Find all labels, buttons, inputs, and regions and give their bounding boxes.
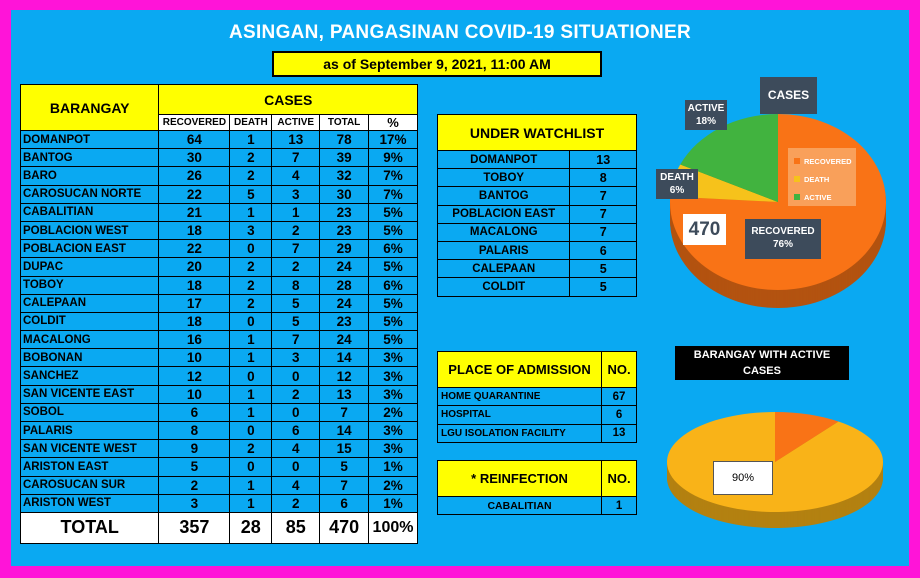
barangay-name: DUPAC: [21, 258, 159, 276]
table-row: [21, 131, 418, 149]
table-cell: 7: [272, 240, 320, 258]
table-cell: 13: [320, 385, 369, 403]
table-cell: 21: [159, 203, 230, 221]
table-cell: 64: [159, 131, 230, 149]
table-row: [21, 349, 418, 367]
barangay-name: POBLACION WEST: [21, 221, 159, 239]
table-cell: 0: [272, 403, 320, 421]
table-cell: 6%: [369, 276, 418, 294]
watchlist-count: 5: [570, 260, 637, 278]
watchlist-count: 13: [570, 151, 637, 169]
table-cell: 1: [230, 331, 272, 349]
watchlist-barangay: MACALONG: [438, 223, 570, 241]
barangay-name: SAN VICENTE EAST: [21, 385, 159, 403]
table-cell: 16: [159, 331, 230, 349]
table-cell: 18: [159, 312, 230, 330]
admission-count: 6: [602, 406, 637, 424]
watchlist-header: UNDER WATCHLIST: [438, 115, 637, 151]
table-row: [21, 149, 418, 167]
active-percent-callout: 90%: [713, 461, 773, 495]
table-cell: 6: [159, 403, 230, 421]
table-cell: 2: [230, 167, 272, 185]
table-cell: 2: [272, 258, 320, 276]
table-cell: 5%: [369, 294, 418, 312]
table-cell: 2: [230, 258, 272, 276]
barangay-name: MACALONG: [21, 331, 159, 349]
table-cell: 4: [272, 476, 320, 494]
table-cell: 17: [159, 294, 230, 312]
barangay-name: CABALITIAN: [21, 203, 159, 221]
table-cell: 5%: [369, 312, 418, 330]
table-cell: 2: [230, 294, 272, 312]
table-cell: 1: [230, 494, 272, 512]
table-cell: 0: [230, 458, 272, 476]
table-cell: 32: [320, 167, 369, 185]
active-barangay-chart-title: BARANGAY WITH ACTIVE CASES: [675, 346, 849, 380]
barangay-name: CAROSUCAN NORTE: [21, 185, 159, 203]
table-row: [21, 331, 418, 349]
table-cell: 5: [230, 185, 272, 203]
table-row: [21, 258, 418, 276]
table-row: [21, 476, 418, 494]
legend-item-death: DEATH: [794, 170, 856, 188]
admission-table: [437, 351, 637, 443]
watchlist-count: 7: [570, 187, 637, 205]
table-cell: 24: [320, 331, 369, 349]
table-cell: 13: [272, 131, 320, 149]
watchlist-count: 5: [570, 278, 637, 296]
table-cell: 22: [159, 185, 230, 203]
watchlist-barangay: BANTOG: [438, 187, 570, 205]
table-cell: 2%: [369, 476, 418, 494]
watchlist-barangay: COLDIT: [438, 278, 570, 296]
table-cell: 0: [230, 240, 272, 258]
barangay-name: ARISTON EAST: [21, 458, 159, 476]
table-cell: 9: [159, 440, 230, 458]
table-cell: 5%: [369, 258, 418, 276]
table-cell: 7: [320, 403, 369, 421]
total-cell: 470: [320, 512, 369, 543]
table-cell: 1: [230, 349, 272, 367]
legend-swatch-death: [794, 176, 800, 182]
cases-legend: [788, 148, 856, 206]
death-callout: DEATH 6%: [656, 169, 698, 199]
table-cell: 5%: [369, 203, 418, 221]
watchlist-barangay: PALARIS: [438, 241, 570, 259]
admission-place: HOSPITAL: [438, 406, 602, 424]
table-row: [21, 185, 418, 203]
table-cell: 7%: [369, 185, 418, 203]
table-cell: 0: [230, 312, 272, 330]
barangay-name: CAROSUCAN SUR: [21, 476, 159, 494]
table-cell: 26: [159, 167, 230, 185]
table-cell: 8: [159, 422, 230, 440]
admission-row: [438, 388, 637, 406]
watchlist-barangay: POBLACION EAST: [438, 205, 570, 223]
watchlist-row: [438, 151, 637, 169]
table-cell: 3%: [369, 385, 418, 403]
table-row: [21, 367, 418, 385]
total-cell: 100%: [369, 512, 418, 543]
table-cell: 8: [272, 276, 320, 294]
watchlist-count: 6: [570, 241, 637, 259]
table-cell: 29: [320, 240, 369, 258]
table-row: [21, 294, 418, 312]
table-cell: 17%: [369, 131, 418, 149]
admission-count: 67: [602, 388, 637, 406]
barangay-name: PALARIS: [21, 422, 159, 440]
table-cell: 3%: [369, 440, 418, 458]
table-cell: 2: [272, 494, 320, 512]
table-cell: 4: [272, 440, 320, 458]
table-cell: 18: [159, 221, 230, 239]
table-cell: 6: [272, 422, 320, 440]
table-cell: 1: [230, 385, 272, 403]
table-cell: 0: [272, 458, 320, 476]
table-cell: 5: [159, 458, 230, 476]
page-title: ASINGAN, PANGASINAN COVID-19 SITUATIONER: [228, 22, 692, 43]
table-row: [21, 203, 418, 221]
reinfection-table: [437, 460, 637, 515]
reinfection-barangay: CABALITIAN: [438, 497, 602, 515]
barangay-name: ARISTON WEST: [21, 494, 159, 512]
table-cell: 28: [320, 276, 369, 294]
barangay-name: COLDIT: [21, 312, 159, 330]
recovered-callout: RECOVERED 76%: [745, 219, 821, 259]
table-cell: 5: [272, 294, 320, 312]
total-row: [21, 512, 418, 543]
table-cell: 6: [320, 494, 369, 512]
barangay-name: SOBOL: [21, 403, 159, 421]
watchlist-table: [437, 114, 637, 297]
header-active: ACTIVE: [272, 115, 320, 131]
watchlist-count: 8: [570, 169, 637, 187]
table-cell: 23: [320, 203, 369, 221]
table-cell: 5%: [369, 221, 418, 239]
table-row: [21, 240, 418, 258]
table-cell: 2: [230, 440, 272, 458]
table-row: [21, 221, 418, 239]
page-subtitle: as of September 9, 2021, 11:00 AM: [272, 51, 602, 77]
barangay-cases-table: [20, 84, 418, 544]
reinfection-count: 1: [602, 497, 637, 515]
header-total: TOTAL: [320, 115, 369, 131]
table-cell: 3: [230, 221, 272, 239]
admission-row: [438, 424, 637, 442]
table-cell: 3%: [369, 349, 418, 367]
table-cell: 3%: [369, 367, 418, 385]
table-cell: 1: [230, 403, 272, 421]
table-cell: 30: [320, 185, 369, 203]
table-cell: 0: [230, 367, 272, 385]
table-cell: 0: [230, 422, 272, 440]
watchlist-count: 7: [570, 205, 637, 223]
header-barangay: BARANGAY: [21, 85, 159, 131]
watchlist-row: [438, 278, 637, 296]
table-cell: 2: [230, 149, 272, 167]
table-cell: 15: [320, 440, 369, 458]
table-cell: 18: [159, 276, 230, 294]
barangay-name: TOBOY: [21, 276, 159, 294]
total-cases-label: 470: [683, 214, 726, 245]
barangay-name: DOMANPOT: [21, 131, 159, 149]
reinfection-header: * REINFECTION: [438, 461, 602, 497]
table-cell: 9%: [369, 149, 418, 167]
table-cell: 22: [159, 240, 230, 258]
total-label: TOTAL: [21, 512, 159, 543]
admission-place: LGU ISOLATION FACILITY: [438, 424, 602, 442]
admission-count: 13: [602, 424, 637, 442]
table-cell: 7%: [369, 167, 418, 185]
table-cell: 2%: [369, 403, 418, 421]
table-cell: 2: [230, 276, 272, 294]
table-cell: 5%: [369, 331, 418, 349]
table-row: [21, 440, 418, 458]
table-cell: 3%: [369, 422, 418, 440]
table-cell: 39: [320, 149, 369, 167]
table-cell: 1: [272, 203, 320, 221]
header-recovered: RECOVERED: [159, 115, 230, 131]
table-cell: 12: [159, 367, 230, 385]
table-cell: 30: [159, 149, 230, 167]
total-cell: 28: [230, 512, 272, 543]
reinfection-row: [438, 497, 637, 515]
table-cell: 7: [272, 331, 320, 349]
barangay-name: BARO: [21, 167, 159, 185]
table-cell: 20: [159, 258, 230, 276]
barangay-name: CALEPAAN: [21, 294, 159, 312]
table-cell: 10: [159, 349, 230, 367]
table-cell: 1%: [369, 494, 418, 512]
pie-slice-active-barangays: [667, 412, 883, 512]
barangay-name: SANCHEZ: [21, 367, 159, 385]
table-cell: 2: [159, 476, 230, 494]
table-cell: 3: [272, 185, 320, 203]
table-cell: 4: [272, 167, 320, 185]
active-callout: ACTIVE 18%: [685, 100, 727, 130]
barangay-name: POBLACION EAST: [21, 240, 159, 258]
header-death: DEATH: [230, 115, 272, 131]
watchlist-barangay: DOMANPOT: [438, 151, 570, 169]
watchlist-row: [438, 187, 637, 205]
admission-header-no: NO.: [602, 352, 637, 388]
table-cell: 3: [159, 494, 230, 512]
table-cell: 10: [159, 385, 230, 403]
watchlist-row: [438, 169, 637, 187]
table-row: [21, 167, 418, 185]
table-cell: 1: [230, 203, 272, 221]
table-cell: 24: [320, 294, 369, 312]
admission-row: [438, 406, 637, 424]
table-row: [21, 422, 418, 440]
table-cell: 1: [230, 476, 272, 494]
header-cases: CASES: [159, 85, 418, 115]
table-row: [21, 403, 418, 421]
legend-item-recovered: RECOVERED: [794, 152, 856, 170]
admission-header: PLACE OF ADMISSION: [438, 352, 602, 388]
watchlist-row: [438, 223, 637, 241]
table-cell: 14: [320, 422, 369, 440]
table-cell: 6%: [369, 240, 418, 258]
reinfection-header-no: NO.: [602, 461, 637, 497]
table-cell: 12: [320, 367, 369, 385]
watchlist-row: [438, 205, 637, 223]
table-cell: 7: [320, 476, 369, 494]
table-cell: 23: [320, 221, 369, 239]
table-cell: 78: [320, 131, 369, 149]
table-cell: 5: [320, 458, 369, 476]
table-cell: 23: [320, 312, 369, 330]
table-cell: 5: [272, 312, 320, 330]
admission-place: HOME QUARANTINE: [438, 388, 602, 406]
table-row: [21, 494, 418, 512]
legend-item-active: ACTIVE: [794, 188, 856, 206]
table-cell: 0: [272, 367, 320, 385]
table-cell: 3: [272, 349, 320, 367]
table-cell: 2: [272, 221, 320, 239]
table-cell: 24: [320, 258, 369, 276]
watchlist-row: [438, 241, 637, 259]
table-cell: 7: [272, 149, 320, 167]
total-cell: 357: [159, 512, 230, 543]
barangay-name: SAN VICENTE WEST: [21, 440, 159, 458]
table-cell: 1%: [369, 458, 418, 476]
watchlist-barangay: CALEPAAN: [438, 260, 570, 278]
total-cell: 85: [272, 512, 320, 543]
legend-swatch-recovered: [794, 158, 800, 164]
active-barangay-pie-chart: [662, 400, 902, 540]
table-row: [21, 385, 418, 403]
table-cell: 14: [320, 349, 369, 367]
cases-chart-title: CASES: [760, 77, 817, 114]
table-row: [21, 458, 418, 476]
watchlist-row: [438, 260, 637, 278]
watchlist-count: 7: [570, 223, 637, 241]
barangay-name: BOBONAN: [21, 349, 159, 367]
legend-swatch-active: [794, 194, 800, 200]
header-percent: %: [369, 115, 418, 131]
table-row: [21, 312, 418, 330]
table-cell: 2: [272, 385, 320, 403]
watchlist-barangay: TOBOY: [438, 169, 570, 187]
table-row: [21, 276, 418, 294]
barangay-name: BANTOG: [21, 149, 159, 167]
table-cell: 1: [230, 131, 272, 149]
